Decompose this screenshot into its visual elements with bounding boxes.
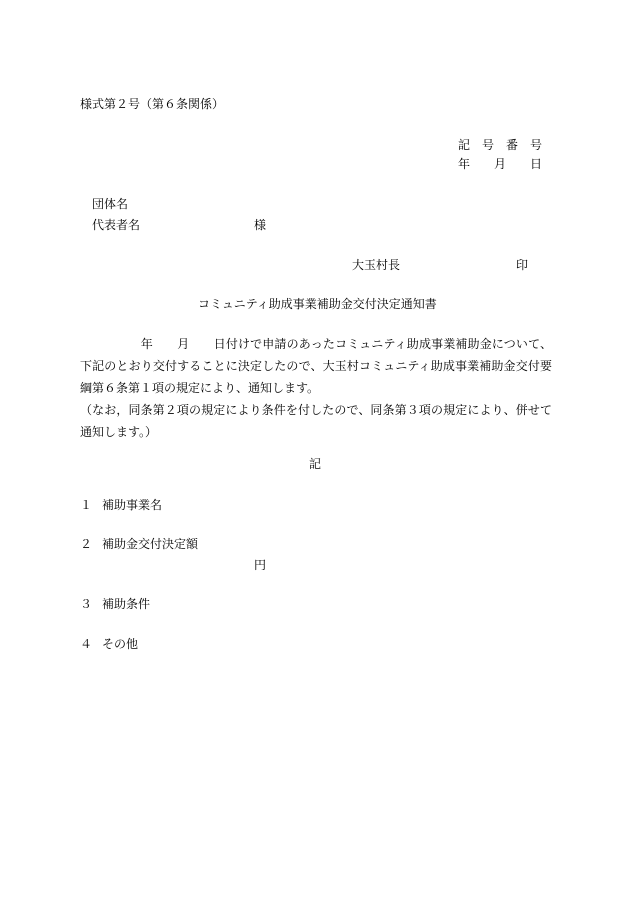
form-label: 様式第２号（第６条関係） [80, 97, 225, 111]
issuer-title: 大玉村長 [352, 258, 401, 272]
recipient-honorific: 様 [254, 218, 267, 232]
document-number: 記 号 番 号 [458, 138, 543, 152]
body-paragraph-note: （なお，同条第２項の規定により条件を付したので、同条第３項の規定により、併せて通知します。） [80, 403, 552, 439]
item-3-label: 補助条件 [102, 597, 151, 611]
issuer-seal: 印 [516, 258, 529, 272]
item-3-number: ３ [80, 597, 93, 611]
item-2-amount-unit: 円 [254, 558, 267, 572]
item-1-number: １ [80, 498, 93, 512]
recipient-org-label: 団体名 [92, 197, 129, 211]
issue-date: 年 月 日 [458, 157, 543, 171]
item-4-label: その他 [102, 637, 139, 651]
body-paragraph-main: 年 月 日付けで申請のあったコミュニティ助成事業補助金について、下記のとおり交付することに決定したので、大玉村コミュニティ助成事業補助金交付要綱第６条第１項の規定により、通知します。 [80, 337, 552, 395]
item-1-label: 補助事業名 [102, 498, 163, 512]
item-4-number: ４ [80, 637, 93, 651]
document-title: コミュニティ助成事業補助金交付決定通知書 [198, 297, 437, 311]
ki-heading: 記 [309, 457, 322, 471]
item-2-number: ２ [80, 537, 93, 551]
item-2-label: 補助金交付決定額 [102, 537, 199, 551]
recipient-rep-label: 代表者名 [92, 218, 141, 232]
